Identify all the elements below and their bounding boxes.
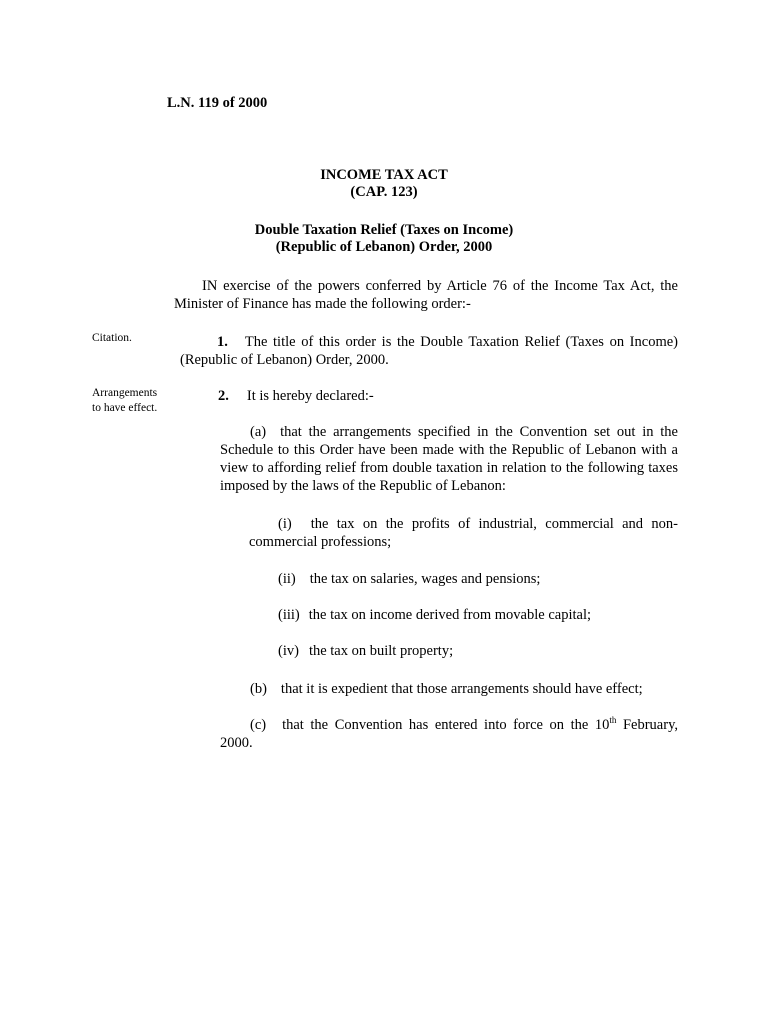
preamble: IN exercise of the powers conferred by Article 76 of the Income Tax Act, the Minister of Finance has made the following order:- [174, 278, 678, 312]
order-title-line-2: (Republic of Lebanon) Order, 2000 [275, 239, 493, 255]
act-chapter: (CAP. 123) [350, 184, 418, 200]
subparagraph-iii-label: (iii) [278, 607, 300, 623]
margin-note-arrangements: Arrangements to have effect. [92, 387, 158, 414]
legal-notice-number: L.N. 119 of 2000 [167, 95, 268, 111]
subparagraph-iii [278, 606, 678, 624]
paragraph-c [220, 716, 678, 752]
section-2-number: 2. [218, 388, 229, 404]
paragraph-a-text: that the arrangements specified in the Convention set out in the Schedule to this Order have been made with the Republic of Lebanon with a view to affording relief from double taxation in relation to the following taxes imposed by the laws of the Republic of Lebanon: [220, 424, 678, 494]
subparagraph-i-label: (i) [278, 516, 292, 532]
subparagraph-ii-label: (ii) [278, 571, 296, 587]
order-title-line-1: Double Taxation Relief (Taxes on Income) [254, 222, 514, 238]
subparagraph-iv-label: (iv) [278, 643, 299, 659]
subparagraph-ii-text: the tax on salaries, wages and pensions; [309, 571, 541, 587]
section-1-number: 1. [217, 334, 228, 350]
section-1 [180, 333, 678, 369]
paragraph-a [220, 423, 678, 495]
subparagraph-iv-text: the tax on built property; [308, 643, 454, 659]
paragraph-b-text: that it is expedient that those arrangements should have effect; [280, 681, 643, 697]
section-2-text: It is hereby declared:- [246, 388, 374, 404]
ordinal-suffix: th [609, 715, 617, 726]
paragraph-b [250, 680, 678, 698]
subparagraph-iii-text: the tax on income derived from movable capital; [308, 607, 591, 623]
margin-note-citation: Citation. [92, 332, 132, 344]
subparagraph-i-text: the tax on the profits of industrial, commercial and non-commercial professions; [249, 516, 678, 550]
paragraph-c-text: that the Convention has entered into force on the 10 [282, 717, 610, 733]
act-title: INCOME TAX ACT [320, 167, 448, 183]
paragraph-c-text-end: February, 2000. [220, 717, 679, 751]
subparagraph-i [249, 515, 678, 551]
paragraph-c-label: (c) [250, 717, 267, 733]
subparagraph-iv [278, 642, 678, 660]
section-2 [218, 387, 678, 405]
act-heading [174, 167, 594, 201]
order-heading [174, 222, 594, 256]
subparagraph-ii [278, 570, 678, 588]
section-1-text: The title of this order is the Double Taxation Relief (Taxes on Income) (Republic of Lebanon) Order, 2000. [180, 334, 678, 368]
paragraph-a-label: (a) [250, 424, 267, 440]
paragraph-b-label: (b) [250, 681, 267, 697]
